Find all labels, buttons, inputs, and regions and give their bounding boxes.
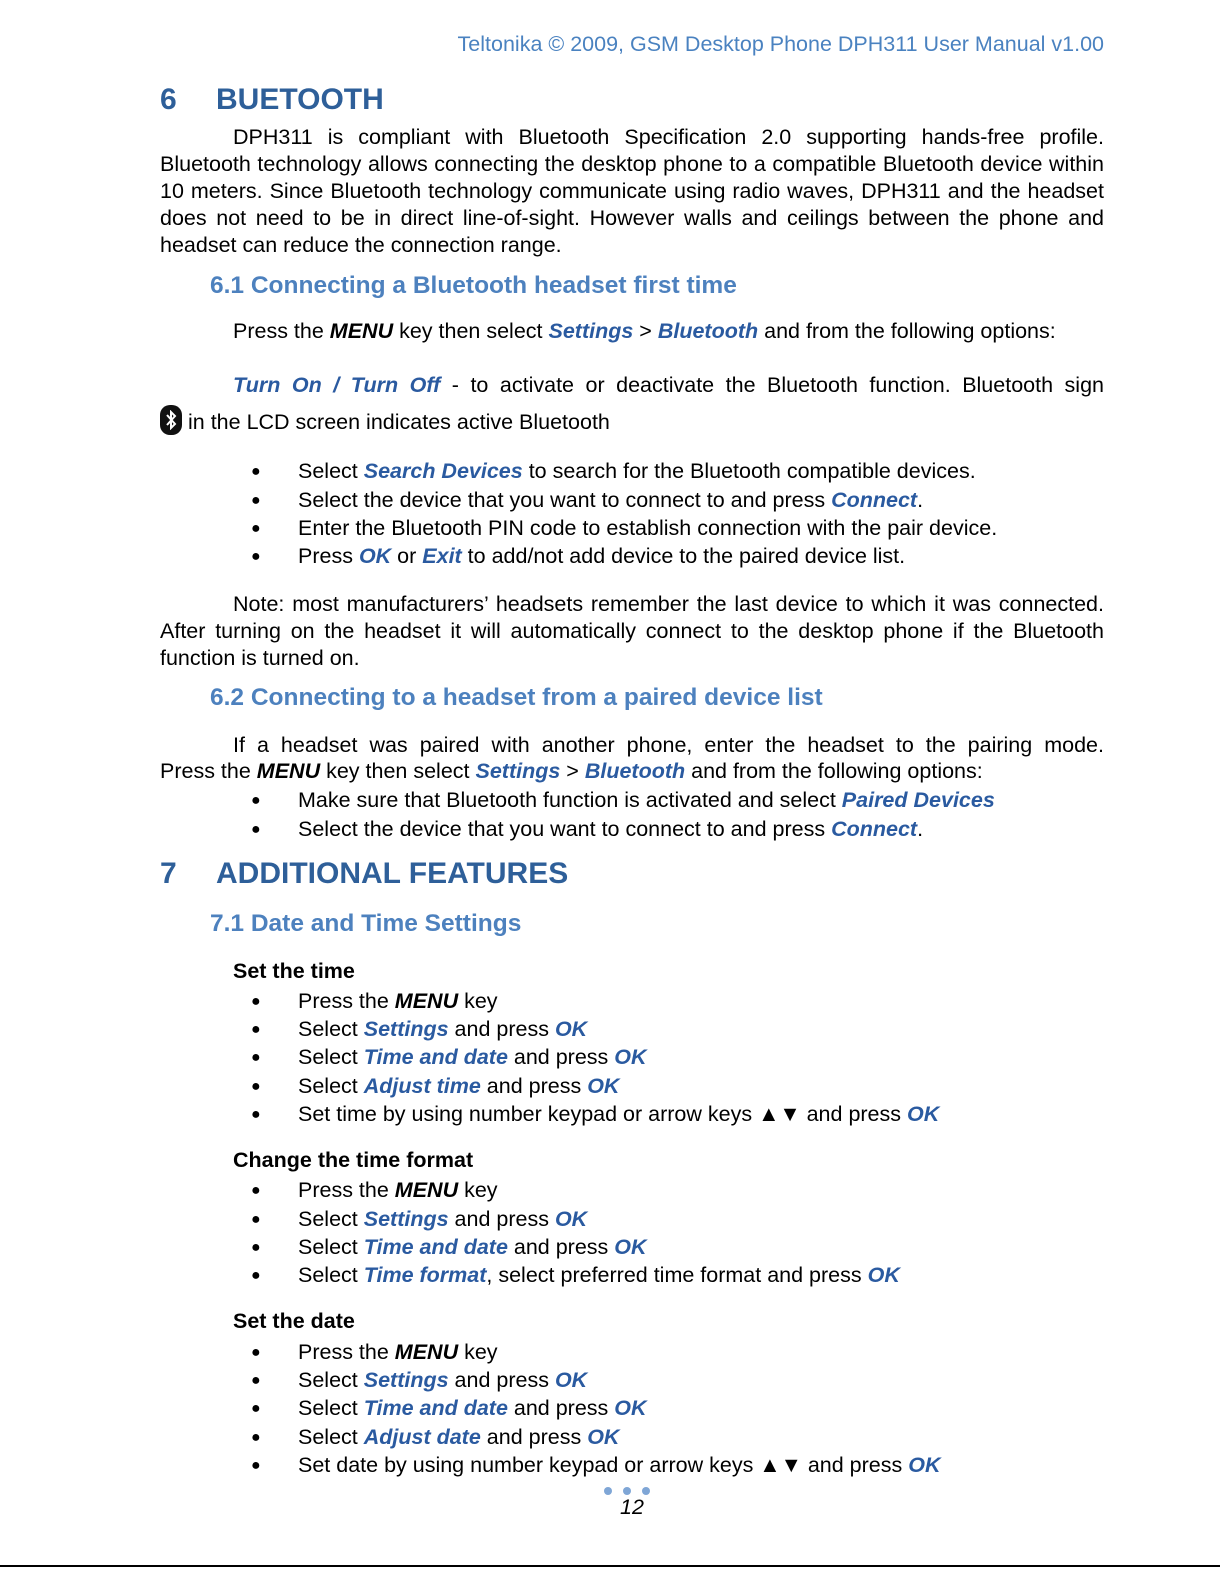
bullet: ● — [251, 1400, 261, 1417]
bullet: ● — [251, 1457, 261, 1474]
list-item: ● Select Search Devices to search for the Bluetooth compatible devices. — [251, 457, 976, 486]
pairing-mode-line: If a headset was paired with another phone, enter the headset to the pairing mode. — [233, 733, 1104, 757]
list-item: ● Select Adjust time and press OK — [251, 1072, 619, 1101]
bullet: ● — [251, 1182, 261, 1199]
change-time-format-heading: Change the time format — [233, 1148, 474, 1172]
set-date-heading: Set the date — [233, 1309, 355, 1333]
list-item: ● Select Time and date and press OK — [251, 1233, 647, 1262]
bluetooth-label: Bluetooth — [657, 319, 759, 343]
bullet: ● — [251, 463, 261, 480]
list-item: ● Enter the Bluetooth PIN code to establish connection with the pair device. — [251, 514, 997, 543]
bullet: ● — [251, 1372, 261, 1389]
note-paragraph: Note: most manufacturers’ headsets remember the last device to which it was connected. After turning on the headset it will automatically connect to the desktop phone if the Bluetooth function is turned on. — [160, 592, 1104, 670]
list-item: ● Select Time format, select preferred time format and press OK — [251, 1261, 900, 1290]
intro-paragraph: DPH311 is compliant with Bluetooth Specification 2.0 supporting hands-free profile. Bluetooth technology allows connecting the desktop phone to a compatible Bluetooth device within 10 meters. Since Bluetooth technology communicate using radio waves, DPH311 and the headset does not need to be in direct line-of-sight. However walls and ceilings between the phone and headset can reduce the connection range. — [160, 125, 1104, 257]
bullet: ● — [251, 1106, 261, 1123]
turn-on-off-label: Turn On / Turn Off — [233, 373, 441, 397]
menu-key-label: MENU — [329, 319, 394, 343]
bullet: ● — [251, 1211, 261, 1228]
bullet: ● — [251, 792, 261, 809]
running-header: Teltonika © 2009, GSM Desktop Phone DPH311 User Manual v1.00 — [457, 32, 1104, 56]
lcd-indicator-line: in the LCD screen indicates active Bluetooth — [160, 405, 1104, 436]
menu-instruction-paragraph: Press the MENU key then select Settings > Bluetooth and from the following options: — [233, 319, 1056, 343]
section-number: 7 — [160, 857, 177, 890]
bullet: ● — [251, 993, 261, 1010]
list-item: ● Select Time and date and press OK — [251, 1394, 647, 1423]
bullet: ● — [251, 548, 261, 565]
section-heading-additional-features — [160, 857, 568, 891]
list-item: ● Make sure that Bluetooth function is activated and select Paired Devices — [251, 786, 995, 815]
bullet: ● — [251, 1429, 261, 1446]
bullet: ● — [251, 821, 261, 838]
section-title: BUETOOTH — [216, 83, 384, 116]
set-time-heading: Set the time — [233, 959, 355, 983]
bluetooth-icon — [160, 405, 182, 435]
bottom-divider — [0, 1565, 1220, 1567]
list-item: ● Select Settings and press OK — [251, 1015, 587, 1044]
list-item: ● Select Settings and press OK — [251, 1366, 587, 1395]
list-item: ● Press the MENU key — [251, 1176, 498, 1205]
bullet: ● — [251, 1267, 261, 1284]
bullet: ● — [251, 1078, 261, 1095]
paired-menu-line: Press the MENU key then select Settings > Bluetooth and from the following options: — [160, 759, 983, 783]
list-item: ● Set time by using number keypad or arrow keys ▲▼ and press OK — [251, 1100, 939, 1129]
subsection-heading-6-2: 6.2 Connecting to a headset from a paired device list — [210, 684, 823, 711]
page-number: 12 — [620, 1495, 644, 1519]
list-item: ● Set date by using number keypad or arrow keys ▲▼ and press OK — [251, 1451, 940, 1480]
list-item: ● Select Adjust date and press OK — [251, 1423, 619, 1452]
list-item: ● Select Time and date and press OK — [251, 1043, 647, 1072]
bullet: ● — [251, 1049, 261, 1066]
section-heading-bluetooth — [160, 83, 384, 117]
section-title: ADDITIONAL FEATURES — [216, 857, 569, 890]
list-item: ● Press the MENU key — [251, 987, 498, 1016]
subsection-heading-7-1: 7.1 Date and Time Settings — [210, 910, 522, 937]
bullet: ● — [251, 1344, 261, 1361]
list-item: ● Press OK or Exit to add/not add device to the paired device list. — [251, 542, 905, 571]
list-item: ● Select the device that you want to connect to and press Connect. — [251, 815, 923, 844]
subsection-heading-6-1: 6.1 Connecting a Bluetooth headset first time — [210, 272, 737, 299]
turn-on-off-line: Turn On / Turn Off - to activate or deactivate the Bluetooth function. Bluetooth sign — [233, 373, 1104, 397]
section-number: 6 — [160, 83, 177, 116]
bullet: ● — [251, 492, 261, 509]
list-item: ● Press the MENU key — [251, 1338, 498, 1367]
bullet: ● — [251, 1239, 261, 1256]
bullet: ● — [251, 520, 261, 537]
list-item: ● Select Settings and press OK — [251, 1205, 587, 1234]
settings-label: Settings — [548, 319, 634, 343]
list-item: ● Select the device that you want to connect to and press Connect. — [251, 486, 923, 515]
bullet: ● — [251, 1021, 261, 1038]
